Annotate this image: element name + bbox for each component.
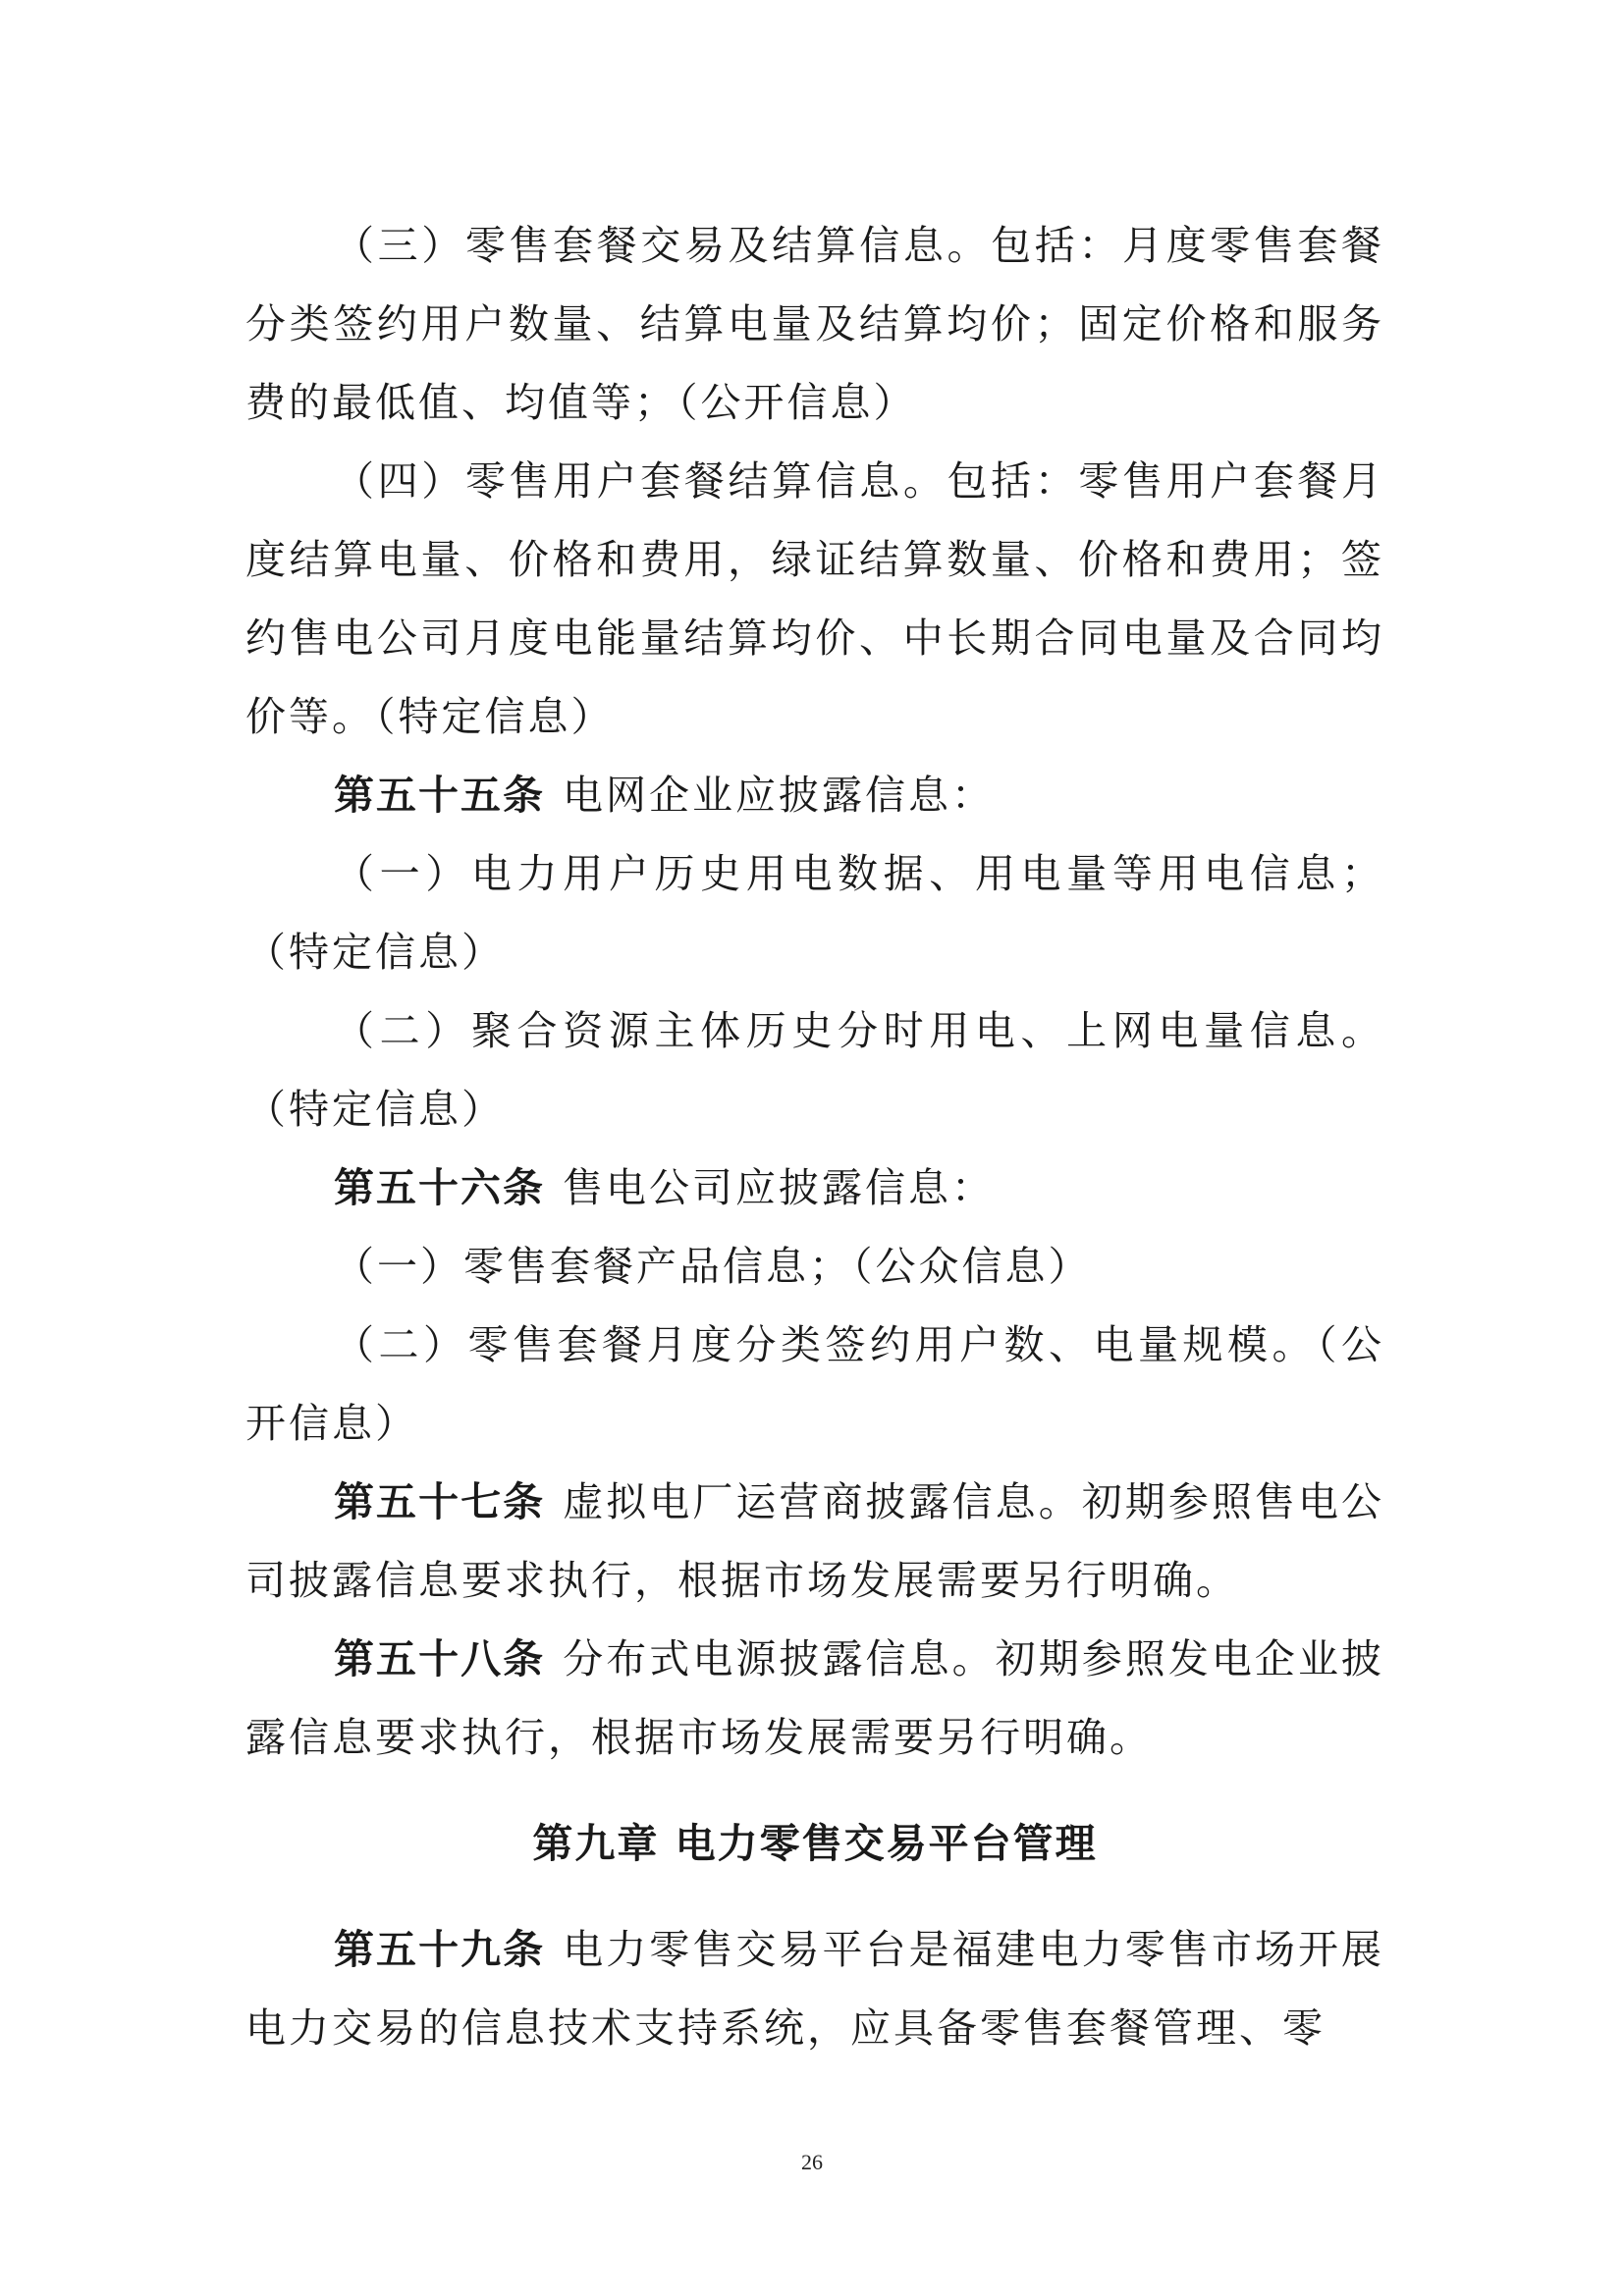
article-55-label: 第五十五条	[334, 772, 545, 819]
article-57-text: 虚拟电厂运营商披露信息。初期参照售电公司披露信息要求执行，根据市场发展需要另行明确。	[245, 1478, 1384, 1604]
article-59	[245, 1910, 1384, 2067]
chapter-heading: 第九章 电力零售交易平台管理	[532, 1820, 1098, 1867]
article-56-item-2: （二）零售套餐月度分类签约用户数、电量规模。（公开信息）	[245, 1321, 1384, 1447]
paragraph-item-4: （四）零售用户套餐结算信息。包括：零售用户套餐月度结算电量、价格和费用，绿证结算数量、价格和费用；签约售电公司月度电能量结算均价、中长期合同电量及合同均价等。（特定信息）	[245, 457, 1384, 740]
article-56-item-1: （一）零售套餐产品信息；（公众信息）	[334, 1243, 1092, 1290]
document-body	[245, 206, 1384, 2067]
article-55-item-1: （一）电力用户历史用电数据、用电量等用电信息；（特定信息）	[245, 850, 1384, 976]
article-55	[245, 756, 1384, 834]
article-55-item-2: （二）聚合资源主体历史分时用电、上网电量信息。（特定信息）	[245, 1007, 1384, 1133]
article-58	[245, 1620, 1384, 1777]
article-56	[245, 1148, 1384, 1227]
article-57-label: 第五十七条	[334, 1478, 546, 1525]
article-57	[245, 1463, 1384, 1620]
article-58-label: 第五十八条	[334, 1635, 546, 1682]
article-58-text: 分布式电源披露信息。初期参照发电企业披露信息要求执行，根据市场发展需要另行明确。	[245, 1635, 1384, 1761]
article-56-text: 售电公司应披露信息：	[563, 1164, 995, 1211]
article-59-label: 第五十九条	[334, 1926, 546, 1973]
paragraph-item-3: （三）零售套餐交易及结算信息。包括：月度零售套餐分类签约用户数量、结算电量及结算均价；固定价格和服务费的最低值、均值等；（公开信息）	[245, 222, 1384, 426]
article-56-label: 第五十六条	[334, 1164, 545, 1211]
article-59-text: 电力零售交易平台是福建电力零售市场开展电力交易的信息技术支持系统，应具备零售套餐管理、零	[245, 1926, 1384, 2052]
article-55-text: 电网企业应披露信息：	[563, 772, 995, 819]
page-number: 26	[801, 2150, 823, 2174]
